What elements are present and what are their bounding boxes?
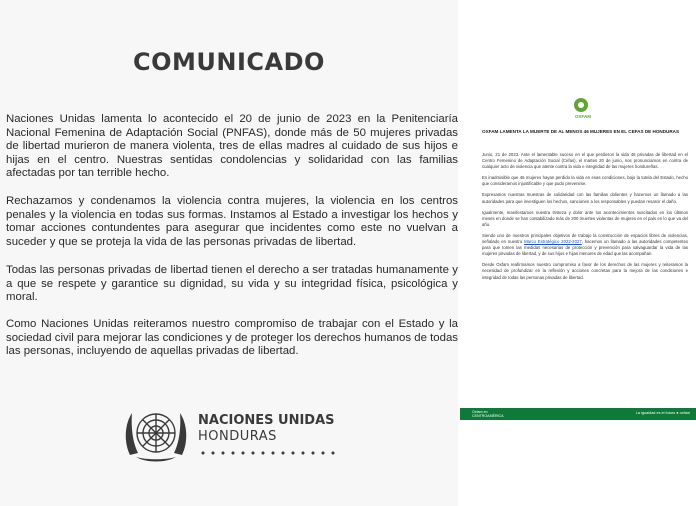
- oxfam-paragraph-2: Es inadmisible que 46 mujeres hayan perdido la vida en esas condiciones, bajo la tutela del Estado, hecho que consideramos injustificable y que pudo prevenirse.: [482, 175, 688, 187]
- marco-estrategico-link[interactable]: Marco Estratégico 2022-2027: [524, 239, 582, 245]
- oxfam-paragraph-5-text-a: Siendo uno de nuestros principales objetivos de trabajo la construcción de espacios libres de violencias, señalado en nuestro: [482, 232, 688, 245]
- statement-paragraph-3: Todas las personas privadas de libertad tienen el derecho a ser tratadas humanamente y a que se respete y garantice su dignidad, su vida y su integridad física, psicológica y moral.: [6, 264, 458, 304]
- dotted-divider: [198, 450, 338, 456]
- oxfam-paragraph-3: Expresamos nuestras muestras de solidaridad con las familias dolientes y hacemos un llamado a las autoridades para que investiguen los hechos, sancionen a los responsables y puedan resarcir el daño.: [482, 192, 688, 204]
- oxfam-paragraph-6: Desde Oxfam reafirmamos nuestro compromiso a favor de los derechos de las mujeres y reiteramos la necesidad de profundizar en la reflexión y acciones concretas para la mejora de las condiciones e integridad de todas las personas privadas de libertad.: [482, 262, 688, 280]
- oxfam-footer-left: [472, 410, 504, 418]
- oxfam-heading: OXFAM LAMENTA LA MUERTE DE AL MENOS 46 MUJERES EN EL CEFAS DE HONDURAS: [482, 129, 680, 134]
- org-country: HONDURAS: [198, 429, 277, 444]
- oxfam-footer-bar: [460, 408, 696, 420]
- oxfam-paragraph-5-text-b: , hacemos un llamado a las autoridades competentes para que tomen las medidas necesarias de protección y prevención para salvaguardar la vida de las mujeres privadas de libertad, y de sus hijos e hijas menores de edad que las acompañan.: [482, 239, 688, 257]
- oxfam-body: [482, 152, 688, 286]
- oxfam-paragraph-5: [482, 233, 688, 257]
- oxfam-wordmark: OXFAM: [574, 114, 591, 119]
- un-emblem-icon: [122, 403, 190, 467]
- oxfam-paragraph-1: Junio, 21 de 2023. Ante el lamentable suceso en el que perdieron la vida 46 privadas de libertad en el Centro Femenino de Adaptación Social (Cefas), el martes 20 de junio, nos pronunciamos en contra de cualquier acto de violencia que atente contra la vida e integridad de las mujeres hondureñas.: [482, 152, 688, 170]
- oxfam-footer-right: La igualdad es el futuro ● oxfam: [635, 411, 690, 415]
- statement-paragraph-4: Como Naciones Unidas reiteramos nuestro compromiso de trabajar con el Estado y la sociedad civil para mejorar las condiciones y de proteger los derechos humanos de todas las personas, incluyendo de aquellas privadas de libertad.: [6, 318, 458, 358]
- oxfam-logo-icon: [574, 98, 588, 112]
- un-wordmark: [198, 413, 335, 444]
- org-name: NACIONES UNIDAS: [198, 413, 335, 428]
- oxfam-statement-panel: [470, 92, 696, 424]
- oxfam-paragraph-4: Igualmente, manifestamos nuestra tristeza y dolor ante los acontecimientos suscitados en los últimos meses en donde se han contabilizado más de 200 muertes violentas de mujeres en el país en lo que va del año.: [482, 209, 688, 227]
- footer-left-line-1: Oxfam en: [472, 410, 488, 414]
- statement-paragraph-2: Rechazamos y condenamos la violencia contra mujeres, la violencia en los centros penales y la violencia en todas sus formas. Instamos al Estado a investigar los hechos y tomar acciones contundentes para asegurar que incidentes como este no vuelvan a suceder y que se proteja la vida de las personas privadas de libertad.: [6, 195, 458, 248]
- statement-title: COMUNICADO: [133, 48, 325, 76]
- footer-left-line-2: CENTROAMÉRICA: [472, 414, 504, 418]
- statement-paragraph-1: Naciones Unidas lamenta lo acontecido el 20 de junio de 2023 en la Penitenciaría Nacional Femenina de Adaptación Social (PNFAS), donde más de 50 mujeres privadas de libertad murieron de manera violenta, tres de ellas madres al cuidado de sus hijos e hijas en el centro. Nuestras sentidas condolencias y solidaridad con las familias afectadas por tan terrible hecho.: [6, 113, 458, 180]
